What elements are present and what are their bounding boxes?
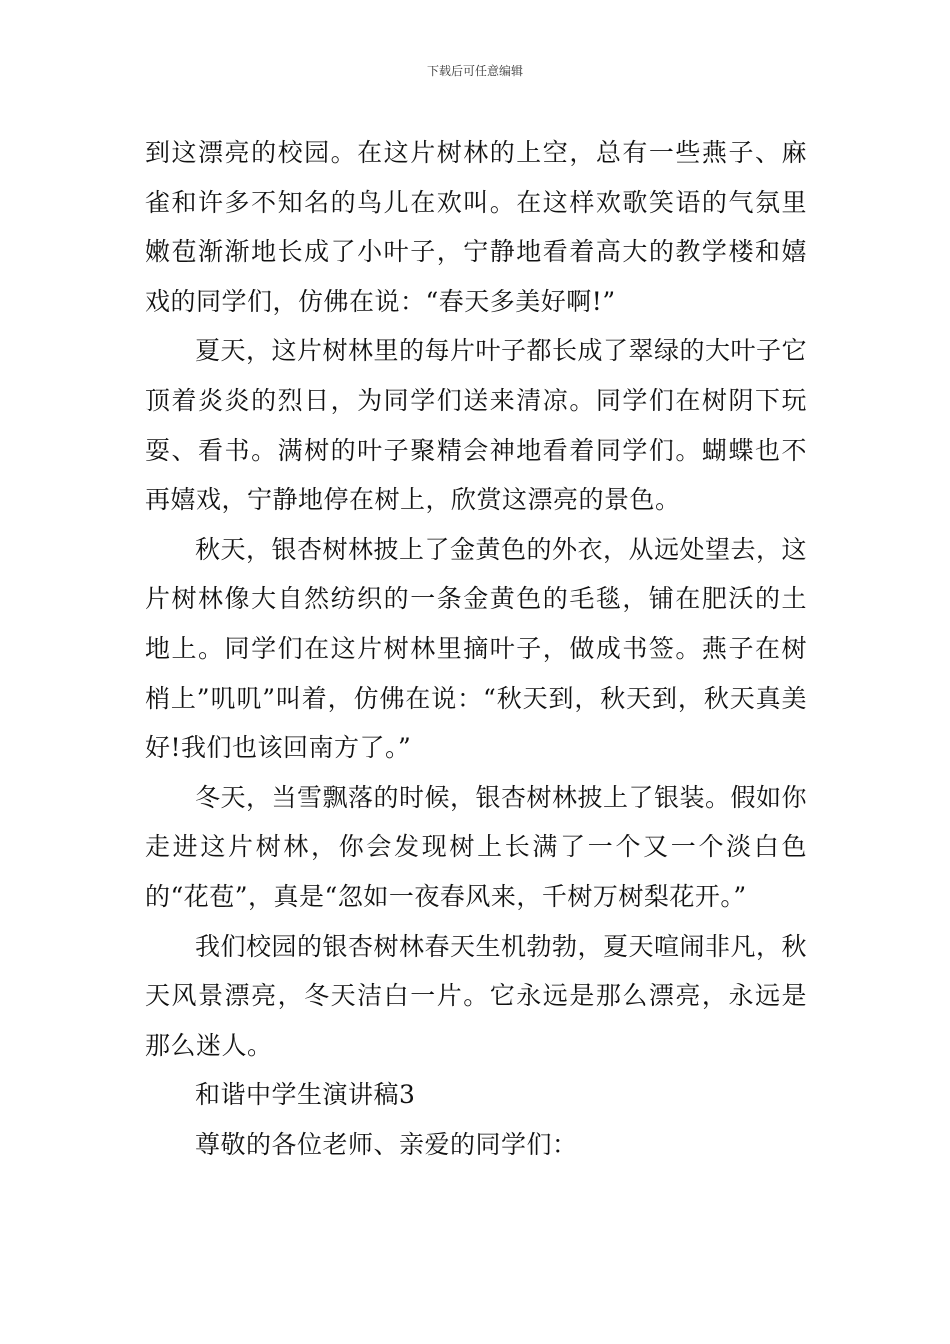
paragraph-conclusion: 我们校园的银杏树林春天生机勃勃，夏天喧闹非凡，秋天风景漂亮，冬天洁白一片。它永远是那么漂亮，永远是那么迷人。 [145, 931, 808, 1060]
paragraph-spring: 到这漂亮的校园。在这片树林的上空，总有一些燕子、麻雀和许多不知名的鸟儿在欢叫。在这样欢歌笑语的气氛里嫩苞渐渐地长成了小叶子，宁静地看着高大的教学楼和嬉戏的同学们，仿佛在说：“春天多美好啊!” [145, 138, 807, 316]
paragraph-winter: 冬天，当雪飘落的时候，银杏树林披上了银装。假如你走进这片树林，你会发现树上长满了一个又一个淡白色的“花苞”，真是“忽如一夜春风来，千树万树梨花开。” [145, 782, 808, 911]
paragraph-summer: 夏天，这片树林里的每片叶子都长成了翠绿的大叶子它顶着炎炎的烈日，为同学们送来清凉。同学们在树阴下玩耍、看书。满树的叶子聚精会神地看着同学们。蝴蝶也不再嬉戏，宁静地停在树上，欣赏这漂亮的景色。 [145, 336, 808, 515]
document-body [145, 128, 807, 1169]
section-title: 和谐中学生演讲稿3 [195, 1080, 416, 1110]
paragraph-autumn: 秋天，银杏树林披上了金黄色的外衣，从远处望去，这片树林像大自然纺织的一条金黄色的毛毯，铺在肥沃的土地上。同学们在这片树林里摘叶子，做成书签。燕子在树梢上”叽叽”叫着，仿佛在说：“秋天到，秋天到，秋天真美好!我们也该回南方了。” [145, 534, 808, 763]
salutation: 尊敬的各位老师、亲爱的同学们： [195, 1129, 578, 1159]
page-header: 下载后可任意编辑 [426, 64, 523, 78]
